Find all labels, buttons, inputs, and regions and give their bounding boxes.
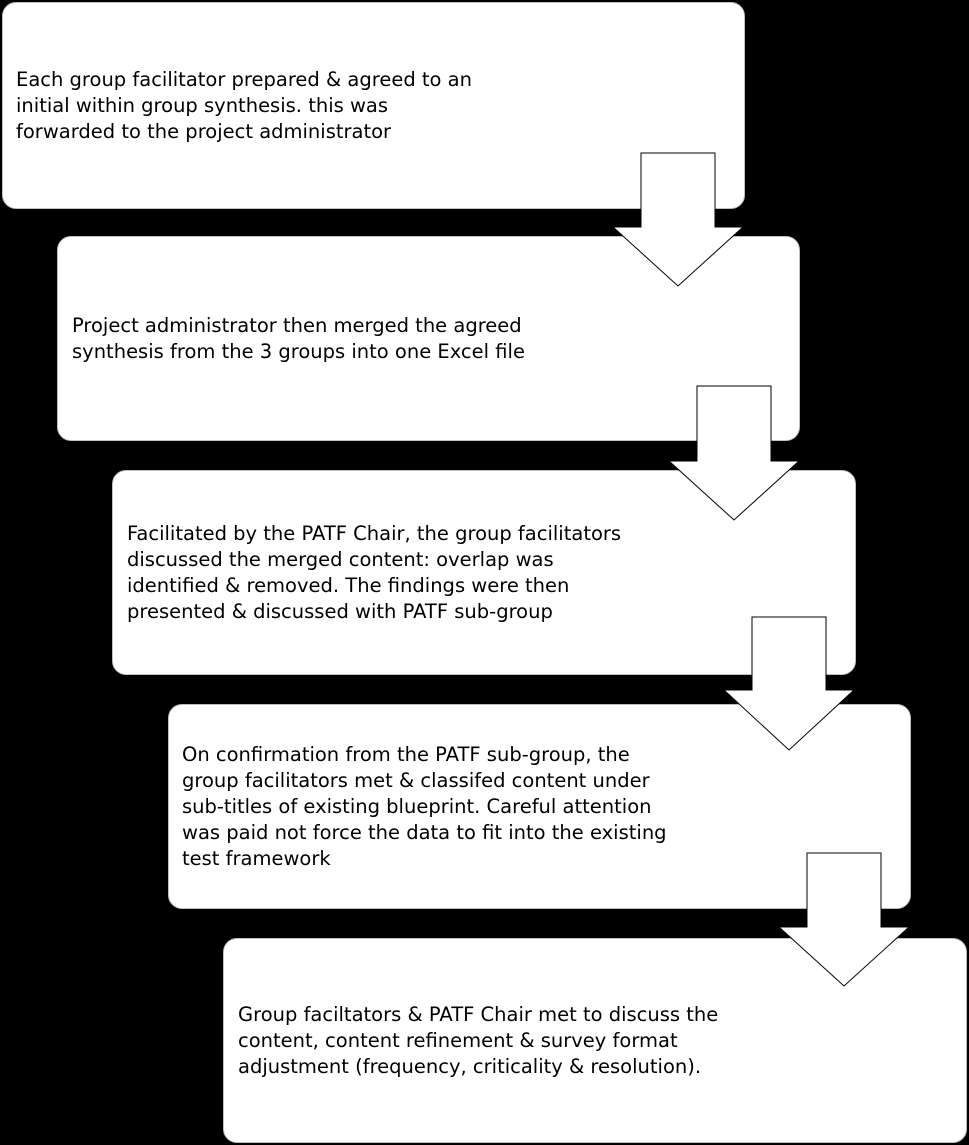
step-5-line-3: adjustment (frequency, criticality & resolution). [238, 1054, 702, 1078]
step-4-line-1: On confirmation from the PATF sub-group, the [182, 742, 630, 766]
step-2-text [58, 313, 525, 365]
step-box-3 [112, 470, 856, 675]
step-5-text [224, 1002, 718, 1080]
step-3-line-4: presented & discussed with PATF sub-group [127, 599, 553, 623]
step-box-4 [168, 704, 911, 909]
step-1-line-1: Each group facilitator prepared & agreed to an [16, 67, 472, 91]
step-1-line-3: forwarded to the project administrator [16, 119, 392, 143]
step-box-1 [2, 2, 745, 209]
step-5-line-2: content, content refinement & survey format [238, 1028, 678, 1052]
step-4-line-5: test framework [182, 846, 331, 870]
step-3-line-3: identified & removed. The findings were then [127, 573, 570, 597]
step-4-text [169, 742, 667, 872]
step-2-line-2: synthesis from the 3 groups into one Excel file [72, 339, 525, 363]
step-3-text [113, 521, 621, 625]
step-box-5 [223, 938, 967, 1143]
step-1-line-2: initial within group synthesis. this was [16, 93, 389, 117]
step-3-line-2: discussed the merged content: overlap was [127, 547, 554, 571]
step-3-line-1: Facilitated by the PATF Chair, the group facilitators [127, 521, 622, 545]
step-4-line-4: was paid not force the data to fit into the existing [182, 820, 667, 844]
step-5-line-1: Group faciltators & PATF Chair met to discuss the [238, 1002, 719, 1026]
step-2-line-1: Project administrator then merged the agreed [72, 313, 522, 337]
step-4-line-2: group facilitators met & classifed content under [182, 768, 650, 792]
step-box-2 [57, 236, 800, 441]
step-1-text [3, 67, 472, 145]
step-4-line-3: sub-titles of existing blueprint. Careful attention [182, 794, 652, 818]
